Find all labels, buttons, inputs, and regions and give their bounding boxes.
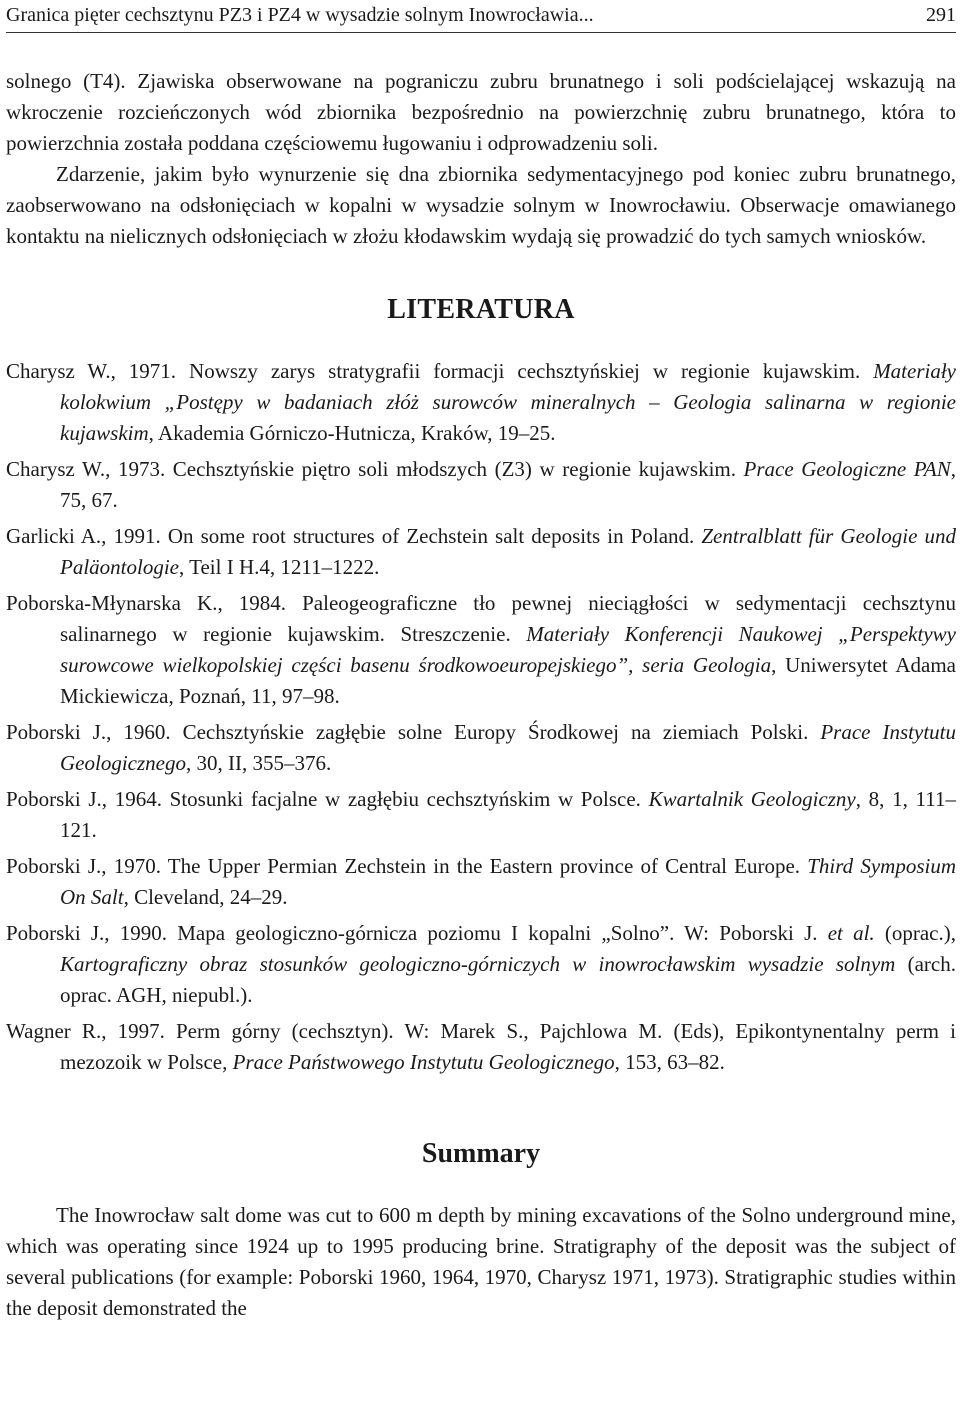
reference-item (6, 454, 956, 516)
page (6, 0, 956, 1324)
reference-item (6, 1016, 956, 1078)
reference-item (6, 918, 956, 1011)
ref-text: Poborski J., 1960. Cechsztyńskie zagłębie solne Europy Środkowej na ziemiach Polski. (6, 720, 821, 744)
ref-text: (oprac.), (874, 921, 956, 945)
ref-source: Prace Geologiczne PAN (743, 457, 951, 481)
ref-details: , 75, 67. (60, 457, 956, 512)
ref-source: Prace Państwowego Instytutu Geologicznego (232, 1050, 615, 1074)
running-head-title: Granica pięter cechsztynu PZ3 i PZ4 w wysadzie solnym Inowrocławia... (6, 4, 594, 26)
reference-item (6, 356, 956, 449)
running-head (6, 0, 956, 33)
summary-heading: Summary (421, 1138, 541, 1169)
ref-text: Charysz W., 1973. Cechsztyńskie piętro soli młodszych (Z3) w regionie kujawskim. (6, 457, 744, 481)
body-text (6, 66, 956, 252)
ref-source: Prace Instytutu Geologicznego (60, 720, 956, 775)
summary-paragraph: The Inowrocław salt dome was cut to 600 m depth by mining excavations of the Solno underground mine, which was operating since 1924 up to 1995 producing brine. Stratigraphy of the deposit was the subject of several publications (for example: Poborski 1960, 1964, 1970, Charysz 1971, 1973). Stratigraphic studies within the deposit demonstrated the (6, 1203, 956, 1320)
paragraph: Zdarzenie, jakim było wynurzenie się dna zbiornika sedymentacyjnego pod koniec zubru brunatnego, zaobserwowano na odsłonięciach w kopalni w wysadzie solnym w Inowrocławiu. Obserwacje omawianego kontaktu na nielicznych odsłonięciach w złożu kłodawskim wydają się prowadzić do tych samych wniosków. (6, 162, 956, 248)
reference-item (6, 521, 956, 583)
ref-details: (arch. oprac. AGH, niepubl.). (60, 952, 956, 1007)
ref-text: Poborski J., 1964. Stosunki facjalne w zagłębiu cechsztyńskim w Polsce. (6, 787, 649, 811)
reference-item (6, 717, 956, 779)
reference-item (6, 784, 956, 846)
ref-details: , 8, 1, 111–121. (60, 787, 956, 842)
literature-heading: LITERATURA (387, 294, 575, 325)
ref-source: Kwartalnik Geologiczny (648, 787, 856, 811)
ref-source: Zentralblatt für Geologie und Paläontologie (60, 524, 956, 579)
ref-details: , Teil I H.4, 1211–1222. (179, 555, 380, 579)
ref-details: , 30, II, 355–376. (185, 751, 332, 775)
reference-item (6, 588, 956, 712)
ref-text: Garlicki A., 1991. On some root structures of Zechstein salt deposits in Poland. (6, 524, 702, 548)
ref-details: , 153, 63–82. (614, 1050, 725, 1074)
ref-source: Materiały kolokwium „Postępy w badaniach złóż surowców mineralnych – Geologia salinarna w regionie kujawskim (60, 359, 956, 445)
reference-list (6, 356, 956, 1078)
ref-etal: et al. (827, 921, 875, 945)
ref-source: Kartograficzny obraz stosunków geologiczno-górniczych w inowrocławskim wysadzie solnym (60, 952, 896, 976)
summary-text (6, 1200, 956, 1324)
ref-details: , Cleveland, 24–29. (123, 885, 288, 909)
ref-details: , Uniwersytet Adama Mickiewicza, Poznań, 11, 97–98. (60, 653, 956, 708)
ref-text: Poborska-Młynarska K., 1984. Paleogeograficzne tło pewnej nieciągłości w sedymentacji cechsztynu salinarnego w regionie kujawskim. Streszczenie. (6, 591, 956, 646)
ref-text: Poborski J., 1990. Mapa geologiczno-górnicza poziomu I kopalni „Solno”. W: Poborski J. (6, 921, 828, 945)
paragraph-continued: solnego (T4). Zjawiska obserwowane na pograniczu zubru brunatnego i soli podścielającej wskazują na wkroczenie rozcieńczonych wód zbiornika bezpośrednio na powierzchnię zubru brunatnego, która to powierzchnia została poddana częściowemu ługowaniu i odprowadzeniu soli. (6, 69, 956, 155)
reference-item (6, 851, 956, 913)
ref-text: Charysz W., 1971. Nowszy zarys stratygrafii formacji cechsztyńskiej w regionie kujawskim. (6, 359, 874, 383)
ref-details: , Akademia Górniczo-Hutnicza, Kraków, 19–25. (148, 421, 556, 445)
ref-text: Wagner R., 1997. Perm górny (cechsztyn). W: Marek S., Pajchlowa M. (Eds), Epikontynentalny perm i mezozoik w Polsce, (6, 1019, 956, 1074)
ref-source: Materiały Konferencji Naukowej „Perspektywy surowcowe wielkopolskiej części basenu środkowoeuropejskiego”, seria Geologia (60, 622, 956, 677)
ref-text: Poborski J., 1970. The Upper Permian Zechstein in the Eastern province of Central Europe. (6, 854, 808, 878)
page-number: 291 (926, 4, 956, 26)
ref-source: Third Symposium On Salt (60, 854, 956, 909)
